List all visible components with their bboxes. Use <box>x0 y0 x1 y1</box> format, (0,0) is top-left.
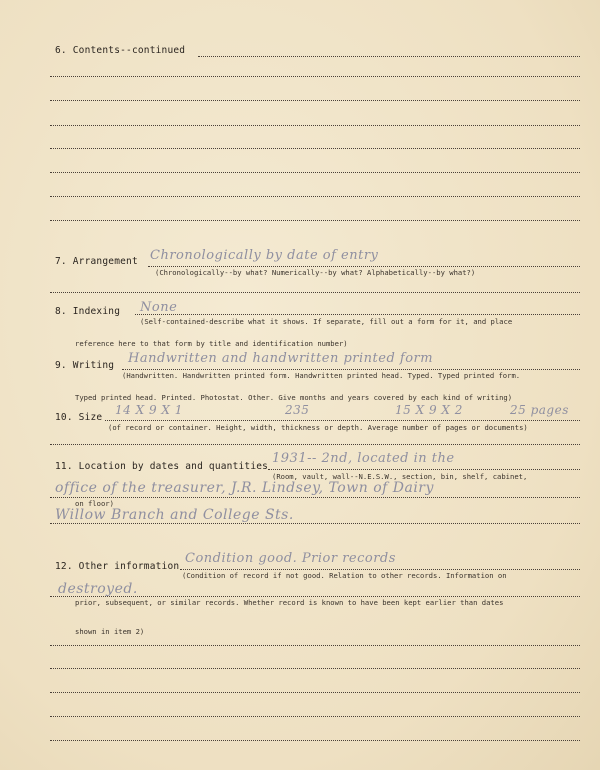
other-information-hint-3: shown in item 2) <box>75 627 145 636</box>
size-value-4: 25 pages <box>510 403 569 417</box>
size-value-3: 15 X 9 X 2 <box>395 403 463 417</box>
location-hint-2: on floor) <box>75 499 114 508</box>
arrangement-hint: (Chronologically--by what? Numerically--by what? Alphabetically--by what?) <box>155 268 476 277</box>
contents-line <box>50 148 580 149</box>
indexing-value: None <box>140 300 178 315</box>
writing-hint-2: Typed printed head. Printed. Photostat. Other. Give months and years covered by each kind of writing) <box>75 393 513 402</box>
other-information-line <box>50 740 580 741</box>
other-information-hint-2: prior, subsequent, or similar records. Whether record is known to have been kept earlier than dates <box>75 598 504 607</box>
contents-line <box>50 172 580 173</box>
contents-line <box>50 220 580 221</box>
size-label: 10. Size <box>55 412 103 423</box>
other-information-line <box>50 596 580 597</box>
indexing-hint-2: reference here to that form by title and identification number) <box>75 339 348 348</box>
location-line <box>268 469 580 470</box>
size-line <box>50 444 580 445</box>
writing-hint: (Handwritten. Handwritten printed form. Handwritten printed head. Typed. Typed printed form. <box>122 371 521 380</box>
other-information-line <box>50 645 580 646</box>
other-information-label: 12. Other information <box>55 561 180 572</box>
writing-label: 9. Writing <box>55 360 115 371</box>
other-information-hint: (Condition of record if not good. Relation to other records. Information on <box>182 571 507 580</box>
other-information-line <box>50 716 580 717</box>
other-information-value-2: destroyed. <box>58 581 138 597</box>
contents-line <box>198 56 580 57</box>
contents-continued-label: 6. Contents--continued <box>55 45 186 56</box>
size-value-1: 14 X 9 X 1 <box>115 403 183 417</box>
arrangement-line <box>50 292 580 293</box>
location-value-1: 1931-- 2nd, located in the <box>272 451 455 466</box>
size-value-2: 235 <box>285 403 310 417</box>
location-hint: (Room, vault, wall--N.E.S.W., section, bin, shelf, cabinet, <box>272 472 528 481</box>
arrangement-value: Chronologically by date of entry <box>150 248 379 263</box>
indexing-hint: (Self-contained-describe what it shows. If separate, fill out a form for it, and place <box>140 317 513 326</box>
other-information-line <box>180 569 580 570</box>
location-line <box>50 523 580 524</box>
arrangement-line <box>148 266 580 267</box>
writing-line <box>122 369 580 370</box>
arrangement-label: 7. Arrangement <box>55 256 138 267</box>
location-line <box>50 497 580 498</box>
contents-line <box>50 125 580 126</box>
indexing-label: 8. Indexing <box>55 306 121 317</box>
other-information-line <box>50 668 580 669</box>
size-line <box>105 420 580 421</box>
contents-line <box>50 196 580 197</box>
other-information-value-1: Condition good. Prior records <box>185 551 396 566</box>
location-value-2: office of the treasurer, J.R. Lindsey, Town of Dairy <box>55 480 434 496</box>
contents-line <box>50 76 580 77</box>
indexing-line <box>135 314 580 315</box>
contents-line <box>50 100 580 101</box>
other-information-line <box>50 692 580 693</box>
size-hint: (of record or container. Height, width, thickness or depth. Average number of pages or documents) <box>108 423 528 432</box>
writing-value: Handwritten and handwritten printed form <box>128 351 434 366</box>
location-label: 11. Location by dates and quantities <box>55 461 269 472</box>
location-value-3: Willow Branch and College Sts. <box>55 507 294 523</box>
